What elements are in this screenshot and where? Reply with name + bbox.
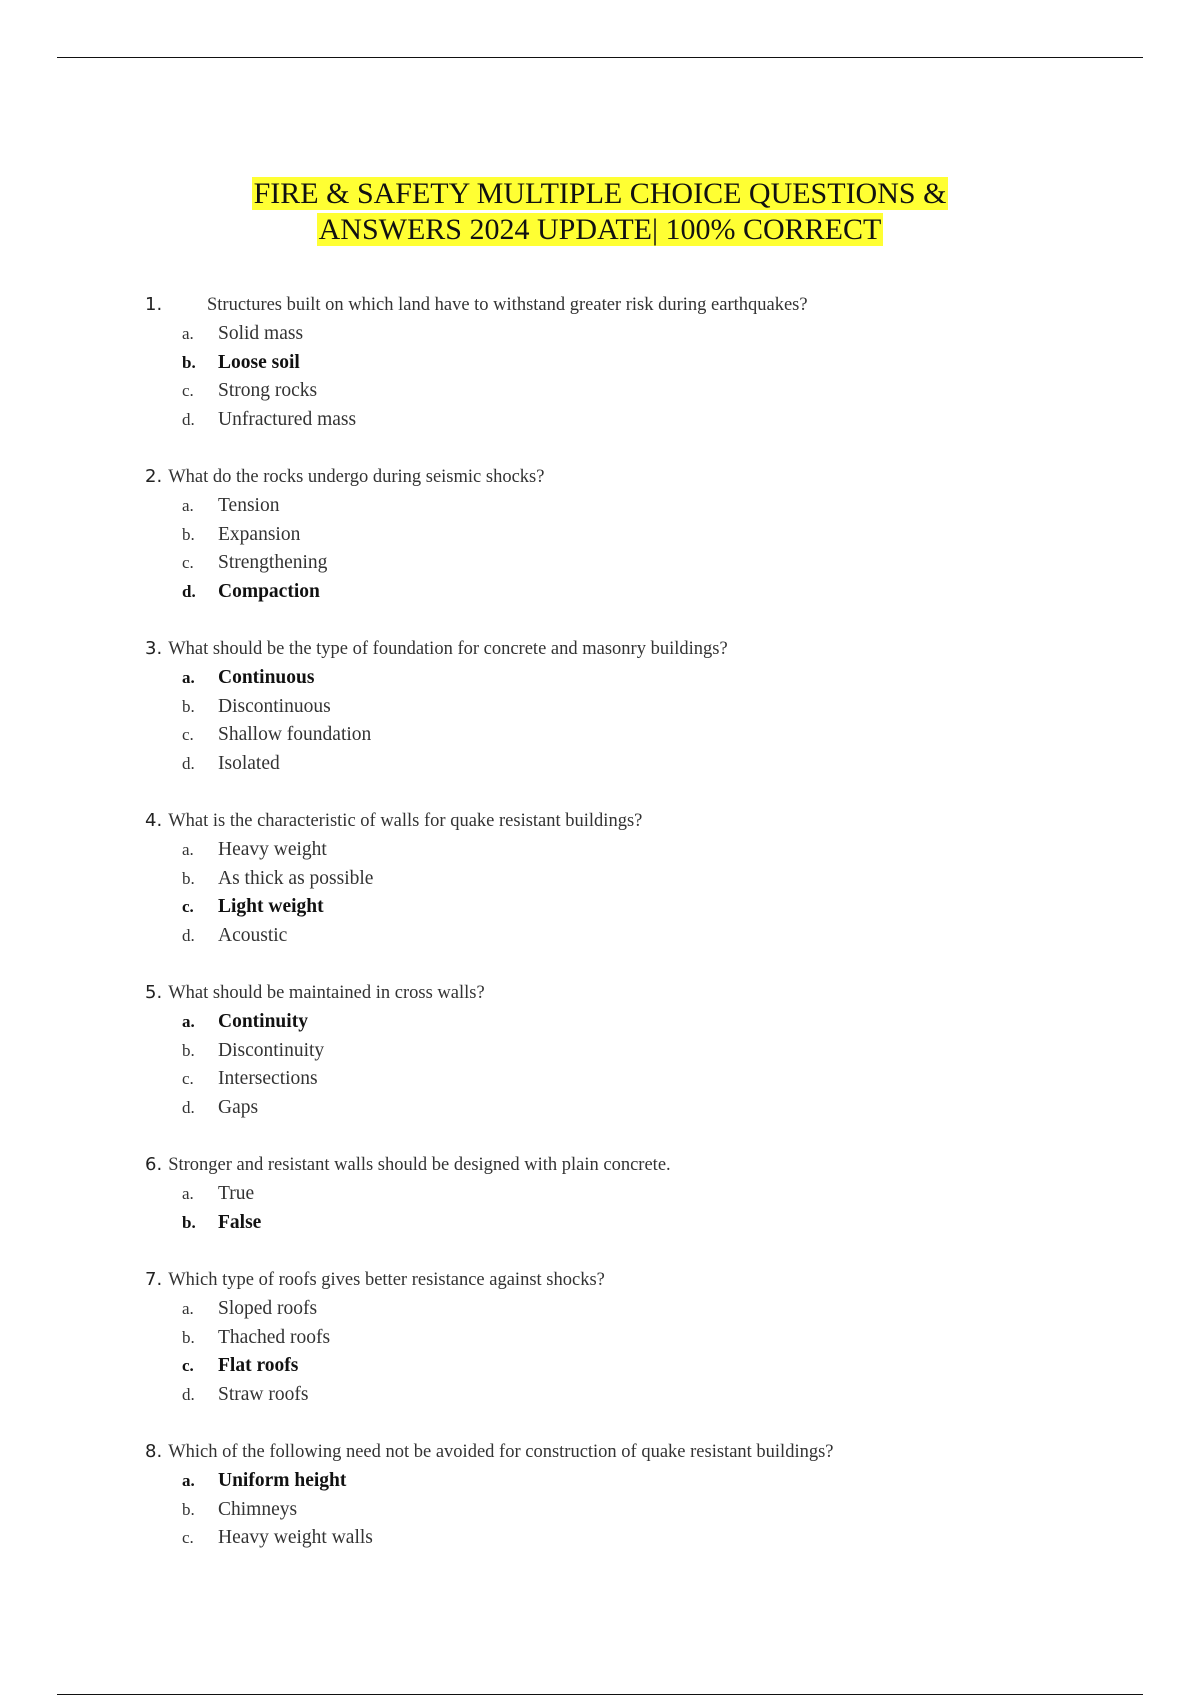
answer-option [145,1295,1145,1324]
answer-option-correct [145,893,1145,922]
option-text: Solid mass [218,323,304,344]
question-number: 3. [145,638,163,659]
answer-option [145,521,1145,550]
question-row [145,1437,1145,1467]
option-text: Straw roofs [218,1383,309,1405]
answer-option [145,1065,1145,1094]
answer-option [145,377,1145,406]
question-text: What should be maintained in cross walls? [168,983,485,1003]
question-text: What is the characteristic of walls for quake resistant buildings? [168,811,643,831]
option-text: Discontinuity [218,1039,325,1061]
answer-option [145,1037,1145,1066]
question-row [145,290,1145,320]
answer-option-correct [145,1352,1145,1381]
question-number: 6. [145,1154,163,1175]
question-row [145,462,1145,492]
question-list [145,290,1145,1581]
question-number: 1. [145,294,163,315]
question-5 [145,978,1145,1122]
option-text: Strengthening [218,552,328,573]
answer-option [145,693,1145,722]
option-letter: a. [182,668,195,687]
option-text: Gaps [218,1096,259,1118]
question-6 [145,1150,1145,1237]
option-text: Discontinuous [218,695,331,717]
answer-option [145,1324,1145,1353]
option-letter: c. [182,381,194,400]
answer-option [145,1381,1145,1410]
question-text: Stronger and resistant walls should be designed with plain concrete. [168,1155,671,1175]
question-8 [145,1437,1145,1553]
question-number: 4. [145,810,163,831]
option-text: Expansion [218,523,301,545]
answer-option [145,1496,1145,1525]
question-text: What do the rocks undergo during seismic shocks? [168,467,545,487]
answer-option [145,922,1145,951]
question-2 [145,462,1145,606]
option-letter: a. [182,1184,194,1203]
option-text: Tension [218,495,280,516]
option-letter: b. [182,524,195,544]
option-text: Intersections [218,1068,318,1089]
title-line-2: ANSWERS 2024 UPDATE| 100% CORRECT [318,213,882,246]
option-letter: c. [182,725,194,744]
title-line-1: FIRE & SAFETY MULTIPLE CHOICE QUESTIONS & [253,177,947,210]
answer-option [145,1524,1145,1553]
option-letter: a. [182,840,194,859]
document-title [0,176,1200,248]
question-1 [145,290,1145,434]
answer-option [145,492,1145,521]
answer-option-correct [145,1467,1145,1496]
answer-option [145,406,1145,435]
option-text: Strong rocks [218,380,318,401]
option-letter: b. [182,1499,195,1519]
option-letter: c. [182,1069,194,1088]
option-letter: b. [182,1212,196,1232]
question-row [145,1265,1145,1295]
option-letter: c. [182,897,194,916]
option-letter: d. [182,1097,195,1117]
top-rule [57,57,1143,58]
answer-option-correct [145,1008,1145,1037]
option-text: Acoustic [218,924,288,946]
question-number: 5. [145,982,163,1003]
answer-option [145,721,1145,750]
option-text: Heavy weight [218,839,327,860]
question-row [145,634,1145,664]
option-letter: b. [182,1040,195,1060]
option-text: Continuous [218,667,315,688]
question-number: 7. [145,1269,163,1290]
question-3 [145,634,1145,778]
answer-option [145,750,1145,779]
option-text: Uniform height [218,1470,347,1491]
option-text: As thick as possible [218,867,374,889]
question-text: What should be the type of foundation for concrete and masonry buildings? [168,639,728,659]
answer-option [145,865,1145,894]
answer-option [145,549,1145,578]
answer-option-correct [145,578,1145,607]
option-letter: a. [182,1012,195,1031]
question-text: Which type of roofs gives better resistance against shocks? [168,1270,605,1290]
option-letter: c. [182,1528,194,1547]
answer-option [145,836,1145,865]
question-7 [145,1265,1145,1409]
option-text: Unfractured mass [218,408,357,430]
answer-option [145,1180,1145,1209]
question-number: 2. [145,466,163,487]
question-number: 8. [145,1441,163,1462]
answer-option-correct [145,664,1145,693]
option-letter: d. [182,753,195,773]
bottom-rule [57,1694,1143,1695]
option-text: Isolated [218,752,280,774]
question-row [145,978,1145,1008]
option-text: Chimneys [218,1498,298,1520]
option-text: Continuity [218,1011,308,1032]
option-text: Sloped roofs [218,1298,318,1319]
answer-option-correct [145,349,1145,378]
option-text: Thached roofs [218,1326,331,1348]
option-text: Compaction [218,580,320,602]
option-letter: a. [182,1299,194,1318]
option-text: Loose soil [218,351,300,373]
option-letter: a. [182,496,194,515]
option-letter: d. [182,581,196,601]
answer-option [145,1094,1145,1123]
option-letter: b. [182,696,195,716]
option-text: False [218,1211,262,1233]
option-letter: b. [182,1327,195,1347]
option-text: Heavy weight walls [218,1527,373,1548]
option-letter: c. [182,1356,194,1375]
option-letter: a. [182,324,194,343]
option-letter: b. [182,352,196,372]
question-4 [145,806,1145,950]
option-letter: b. [182,868,195,888]
question-row [145,1150,1145,1180]
answer-option-correct [145,1209,1145,1238]
option-text: True [218,1183,255,1204]
option-letter: d. [182,1384,195,1404]
question-text: Which of the following need not be avoided for construction of quake resistant buildings? [168,1442,834,1462]
question-row [145,806,1145,836]
option-text: Flat roofs [218,1355,299,1376]
option-text: Shallow foundation [218,724,372,745]
question-text: Structures built on which land have to withstand greater risk during earthquakes? [207,295,808,315]
option-letter: a. [182,1471,195,1490]
option-letter: d. [182,925,195,945]
option-letter: c. [182,553,194,572]
answer-option [145,320,1145,349]
option-letter: d. [182,409,195,429]
option-text: Light weight [218,896,324,917]
